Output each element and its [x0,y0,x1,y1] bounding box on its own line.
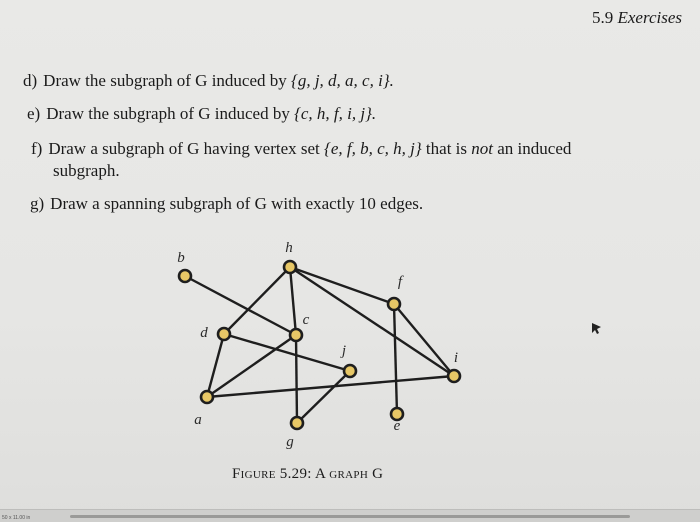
vertex-label-g: g [286,434,294,450]
vertex-label-e: e [393,418,401,434]
vertex-label-b: b [177,250,185,266]
vertex-label-a: a [194,412,202,428]
vertex-j [344,365,356,377]
vertex-label-h: h [285,240,293,256]
vertex-b [179,270,191,282]
vertex-label-j: j [341,343,347,359]
caption-prefix: Figure 5.29: [232,466,312,482]
edge-d-h [224,267,290,334]
vertex-i [448,370,460,382]
emphasis-not: not [471,139,493,158]
edge-j-g [297,371,350,423]
caption-text: A graph G [311,466,384,482]
exercise-text: Draw the subgraph of G induced by [43,71,292,90]
edge-h-f [290,267,394,304]
exercise-label: e) [27,104,41,123]
vertex-set: {g, j, d, a, c, i}. [291,71,394,90]
exercise-text: Draw a subgraph of G having vertex set [48,139,325,158]
exercise-text: Draw a spanning subgraph of G with exactly 10 edges. [50,194,424,213]
vertex-label-d: d [200,325,208,341]
edge-c-g [296,335,297,423]
exercise-label: f) [31,139,43,158]
edge-a-i [207,376,454,397]
vertex-c [290,329,302,341]
edge-d-j [224,334,350,371]
vertex-f [388,298,400,310]
section-number: 5.9 [591,8,614,27]
figure-caption [232,466,383,483]
exercise-label: g) [30,194,45,213]
edge-f-e [394,304,397,414]
vertex-d [218,328,230,340]
vertex-label-f: f [397,274,403,290]
footer-scrollbar[interactable] [70,515,630,518]
edge-f-i [394,304,454,376]
vertex-h [284,261,296,273]
exercise-label: d) [23,71,38,90]
graph-vertex-labels [177,240,458,450]
footer-size-readout: 50 x 11.00 in [2,515,31,521]
vertex-a [201,391,213,403]
exercise-text: Draw the subgraph of G induced by [46,104,295,123]
graph-edges [185,267,454,423]
vertex-label-i: i [453,350,459,366]
edge-h-c [290,267,296,335]
vertex-set: {c, h, f, i, j}. [294,104,377,123]
vertex-set: {e, f, b, c, h, j} [324,139,422,158]
exercise-continuation: subgraph. [53,161,120,180]
exercise-text-2: that is [421,139,472,158]
vertex-label-c: c [302,312,310,328]
vertex-g [291,417,303,429]
exercise-text-3: an induced [493,139,572,158]
section-title: Exercises [617,8,682,27]
mouse-pointer-icon [592,323,601,334]
